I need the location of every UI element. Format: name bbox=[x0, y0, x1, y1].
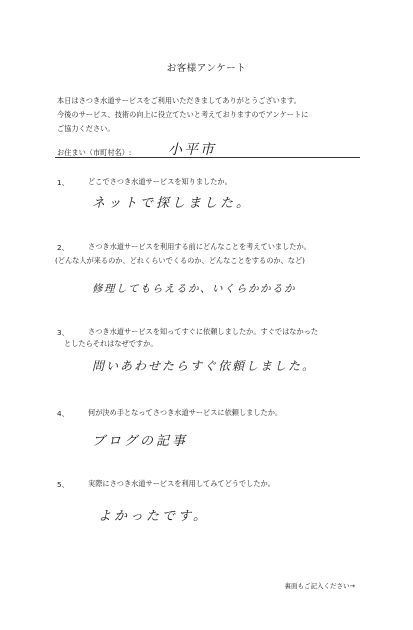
question-2-number: 2、 bbox=[57, 243, 69, 252]
address-label: お住まい（市町村名）: bbox=[57, 148, 132, 157]
question-line: としたらそれはなぜですか。 bbox=[64, 339, 158, 348]
question-line: (どんな人が来るのか、どれくらいでくるのか、どんなことをするのか、など) bbox=[55, 256, 305, 265]
question-1-number: 1、 bbox=[57, 178, 69, 187]
question-line: 何が決め手となってさつき水道サービスに依頼しましたか。 bbox=[88, 408, 283, 417]
page-title: お客様アンケート bbox=[166, 63, 247, 74]
intro-line: 本日はさつき水道サービスをご利用いただきましてありがとうございます。 bbox=[57, 96, 301, 105]
address-underline bbox=[55, 157, 360, 158]
intro-text bbox=[57, 94, 367, 136]
intro-line: 今後のサービス、技術の向上に役立てたいと考えておりますのでアンケートに bbox=[57, 110, 309, 119]
question-line: さつき水道サービスを利用する前にどんなことを考えていましたか。 bbox=[88, 242, 311, 251]
question-3-text bbox=[64, 326, 319, 350]
question-5-answer: よかったです。 bbox=[98, 509, 209, 524]
question-line: さつき水道サービスを知ってすぐに依頼しましたか。すぐではなかった bbox=[88, 327, 319, 336]
question-1-answer: ネットで探しました。 bbox=[92, 196, 253, 211]
question-1-text bbox=[88, 176, 232, 188]
question-line: 実際にさつき水道サービスを利用してみてどうでしたか。 bbox=[88, 479, 275, 488]
intro-line: ご協力ください。 bbox=[57, 124, 115, 133]
question-3-answer: 問いあわせたらすぐ依頼しました。 bbox=[92, 359, 317, 373]
question-2-subtext bbox=[55, 255, 305, 267]
question-5-text bbox=[88, 478, 275, 490]
question-4-answer: ブログの記事 bbox=[92, 434, 189, 449]
footer-note: 裏面もご記入ください→ bbox=[284, 582, 355, 590]
question-2-text bbox=[88, 241, 311, 253]
address-value: 小平市 bbox=[168, 142, 216, 158]
question-5-number: 5、 bbox=[57, 480, 69, 489]
question-line: どこでさつき水道サービスを知りましたか。 bbox=[88, 177, 232, 186]
question-4-number: 4、 bbox=[57, 409, 69, 418]
question-4-text bbox=[88, 407, 282, 419]
question-3-number: 3、 bbox=[57, 328, 69, 337]
question-2-answer: 修理してもらえるか、いくらかかるか bbox=[92, 283, 296, 295]
